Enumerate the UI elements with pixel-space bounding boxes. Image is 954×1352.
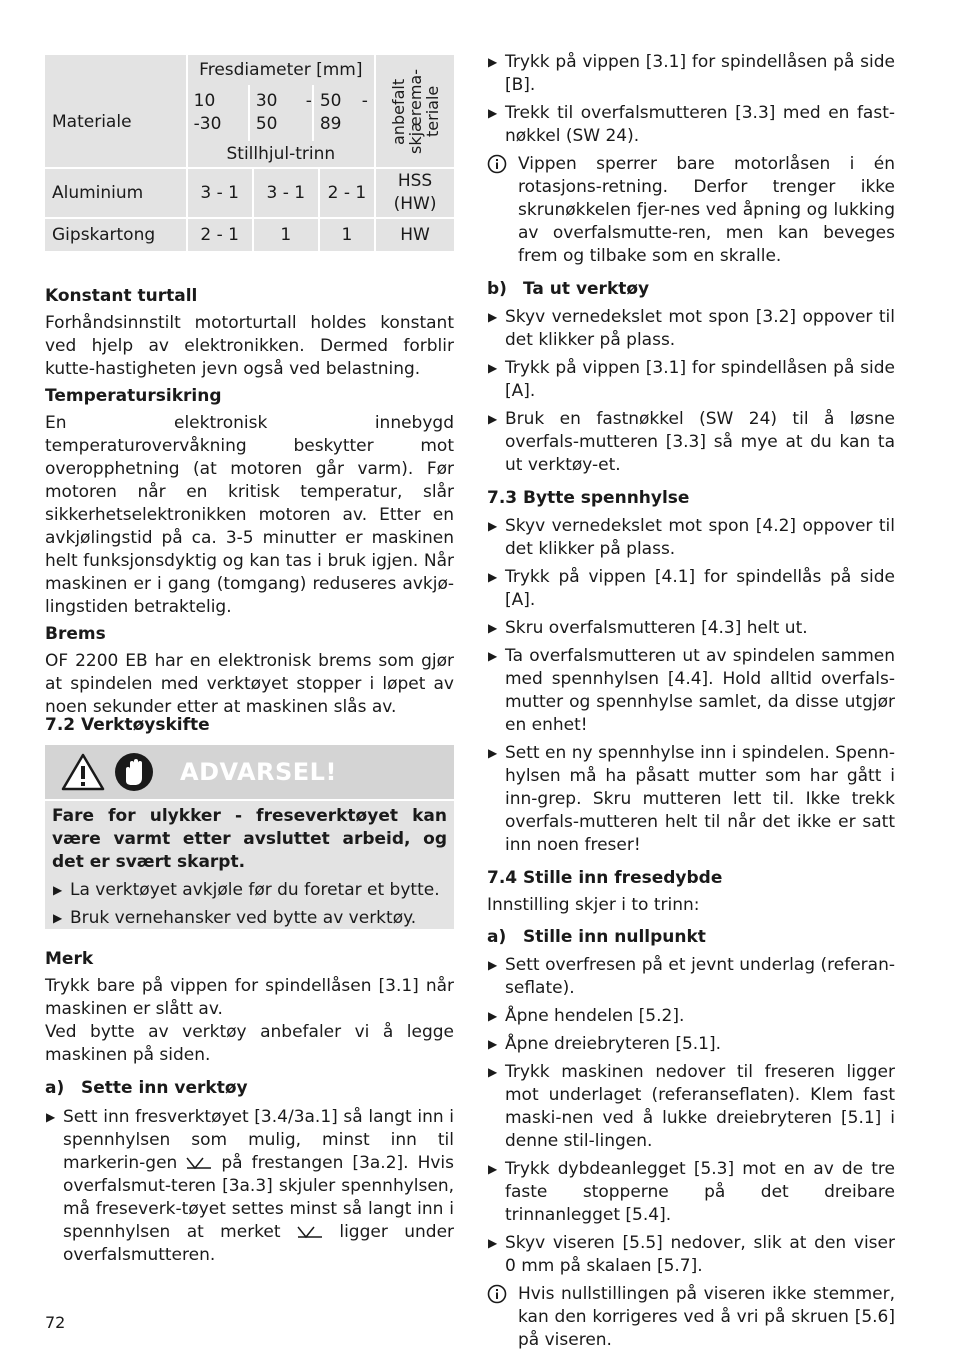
arrow-icon: ▶ xyxy=(488,361,498,375)
arrow-icon: ▶ xyxy=(488,1236,498,1250)
subheading-remove-tool: b) Ta ut verktøy xyxy=(487,279,650,299)
list-item: ▶ Ta overfalsmutteren ut av spindelen sammen med spennhylsen [4.4]. Hold alltid overfals-mutter og spennhylse samlet, da disse utgjør en enhet! xyxy=(488,646,895,735)
para-two-steps: Innstilling skjer i to trinn: xyxy=(487,895,700,915)
arrow-icon: ▶ xyxy=(488,1009,498,1023)
info-note: Hvis nullstillingen på viseren ikke stemmer, kan den korrigeres ved å vri på skruen [5.6] på viseren. xyxy=(487,1283,895,1352)
para-temperature: En elektronisk innebygd temperaturovervåkning beskytter mot overopphetning (at motoren går varm). Før motoren når en kritisk temperatur, slår sikkerhetselektronikken motoren av. Etter en avkjølingstid på ca. 3-5 minutter er maskinen helt funksjonsdyktig og kan tas i bruk igjen. Når maskinen er i gang (tomgang) reduseres avkjø-lingstiden betraktelig. xyxy=(45,413,454,617)
header-diameter: Fresdiameter [mm] 10 -30 30 - 50 50 - 89 Stillhjul-trinn xyxy=(188,55,376,169)
list-item: ▶ La verktøyet avkjøle før du foretar et bytte. xyxy=(53,880,440,900)
list-item: ▶ Skyv vernedekslet mot spon [4.2] oppover til det klikker på plass. xyxy=(488,516,895,559)
warning-title: ADVARSEL! xyxy=(180,758,337,786)
sub-30-50: 30 - 50 xyxy=(248,85,312,141)
warning-box xyxy=(45,745,454,929)
list-item: ▶ Trykk på vippen [3.1] for spindellåsen på side [A]. xyxy=(488,358,895,401)
info-note: Vippen sperrer bare motorlåsen i én rotasjons-retning. Derfor trenger ikke skrunøkkelen fjer-nes ved åpning og lukking av overfalsmutte-ren, men kan beveges frem og tilbake som en skralle. xyxy=(487,153,895,268)
arrow-icon: ▶ xyxy=(488,1037,498,1051)
para-note-2: Ved bytte av verktøy anbefaler vi å legge maskinen på siden. xyxy=(45,1022,454,1065)
para-brake: OF 2200 EB har en elektronisk brems som gjør at spindelen med verktøyet stopper i løpet av noen sekunder etter at maskinen slås av. xyxy=(45,651,454,717)
list-item: ▶ Skyv viseren [5.5] nedover, slik at den viser 0 mm på skalaen [5.7]. xyxy=(488,1233,895,1276)
arrow-icon: ▶ xyxy=(488,55,498,69)
list-item: ▶ Skru overfalsmutteren [4.3] helt ut. xyxy=(488,618,808,638)
glove-icon xyxy=(113,751,155,793)
arrow-icon: ▶ xyxy=(488,1162,498,1176)
arrow-icon: ▶ xyxy=(488,649,498,663)
subheading-zero-point: a) Stille inn nullpunkt xyxy=(487,927,706,947)
list-item: ▶ Bruk vernehansker ved bytte av verktøy. xyxy=(53,908,417,928)
section-7-2: 7.2 Verktøyskifte xyxy=(45,715,210,735)
list-item: ▶ Sett overfresen på et jevnt underlag (referan-seflate). xyxy=(488,955,895,998)
list-item: ▶ Sett inn fresverktøyet [3.4/3a.1] så langt inn i spennhylsen som mulig, minst inn til markerin-gen på frestangen [3a.2]. Hvis overfalsmut-teren [3a.3] skjuler spennhylsen, må freseverk-tøyet settes minst så langt inn i spennhylsen at merket ligger under overfalsmutteren. xyxy=(46,1107,455,1265)
heading-brake: Brems xyxy=(45,624,106,644)
info-icon xyxy=(487,154,507,174)
marking-icon xyxy=(297,1225,323,1239)
table-row: Gipskartong 2 - 1 1 1 HW xyxy=(45,219,454,253)
arrow-icon: ▶ xyxy=(53,883,63,897)
arrow-icon: ▶ xyxy=(488,412,498,426)
marking-icon xyxy=(186,1156,212,1170)
list-item: ▶ Trekk til overfalsmutteren [3.3] med en fast-nøkkel (SW 24). xyxy=(488,103,895,146)
list-item: ▶ Trykk maskinen nedover til freseren ligger mot underlaget (referanseflaten). Klem fast maski-nen ved å lukke dreiebryteren [5.1] i denne stil-lingen. xyxy=(488,1062,895,1151)
heading-konstant: Konstant turtall xyxy=(45,286,198,306)
warning-body xyxy=(45,801,454,930)
arrow-icon: ▶ xyxy=(488,570,498,584)
header-material: Materiale xyxy=(45,55,188,169)
table-row: Aluminium 3 - 1 3 - 1 2 - 1 HSS (HW) xyxy=(45,169,454,219)
para-note-1: Trykk bare på vippen for spindellåsen [3.1] når maskinen er slått av. xyxy=(45,976,454,1019)
arrow-icon: ▶ xyxy=(488,1065,498,1079)
warning-text: Fare for ulykker - freseverktøyet kan være varmt etter avsluttet arbeid, og det er svært skarpt. xyxy=(52,806,447,872)
info-icon xyxy=(487,1284,507,1304)
stage-label: Stillhjul-trinn xyxy=(226,144,336,164)
sub-10-30: 10 -30 xyxy=(193,91,222,134)
section-7-3: 7.3 Bytte spennhylse xyxy=(487,488,690,508)
warning-triangle-icon xyxy=(61,752,105,792)
header-recommended: anbefalt skjærema- teriale xyxy=(376,55,454,169)
section-7-4: 7.4 Stille inn fresedybde xyxy=(487,868,723,888)
list-item: ▶ Bruk en fastnøkkel (SW 24) til å løsne overfals-mutteren [3.3] så mye at du kan ta ut verktøy-et. xyxy=(488,409,895,475)
arrow-icon: ▶ xyxy=(488,106,498,120)
arrow-icon: ▶ xyxy=(46,1110,56,1124)
arrow-icon: ▶ xyxy=(488,621,498,635)
list-item: ▶ Trykk på vippen [4.1] for spindellås på side [A]. xyxy=(488,567,895,610)
list-item: ▶ Trykk på vippen [3.1] for spindellåsen på side [B]. xyxy=(488,52,895,95)
arrow-icon: ▶ xyxy=(488,958,498,972)
arrow-icon: ▶ xyxy=(488,310,498,324)
material-table xyxy=(45,55,454,253)
page-number: 72 xyxy=(45,1313,66,1332)
arrow-icon: ▶ xyxy=(53,911,63,925)
arrow-icon: ▶ xyxy=(488,519,498,533)
list-item: ▶ Skyv vernedekslet mot spon [3.2] oppover til det klikker på plass. xyxy=(488,307,895,350)
list-item: ▶ Sett en ny spennhylse inn i spindelen. Spenn-hylsen må ha påsatt mutter som har gått i inn-grep. Skru mutteren lett til. Ikke trekk overfals-mutteren helt til når det ikke er satt inn noen freser! xyxy=(488,743,895,855)
sub-50-89: 50 - 89 xyxy=(312,85,374,141)
arrow-icon: ▶ xyxy=(488,746,498,760)
list-item: ▶ Trykk dybdeanlegget [5.3] mot en av de tre faste stopperne på det dreibare trinnanlegget [5.4]. xyxy=(488,1159,895,1225)
heading-temperature: Temperatursikring xyxy=(45,386,222,406)
subheading-insert-tool: a) Sette inn verktøy xyxy=(45,1078,248,1098)
para-konstant: Forhåndsinnstilt motorturtall holdes konstant ved hjelp av elektronikken. Dermed forblir kutte-hastigheten jevn også ved belastning. xyxy=(45,313,454,379)
list-item: ▶ Åpne hendelen [5.2]. xyxy=(488,1006,685,1026)
warning-header xyxy=(45,745,454,801)
list-item: ▶ Åpne dreiebryteren [5.1]. xyxy=(488,1034,722,1054)
heading-note: Merk xyxy=(45,949,94,969)
